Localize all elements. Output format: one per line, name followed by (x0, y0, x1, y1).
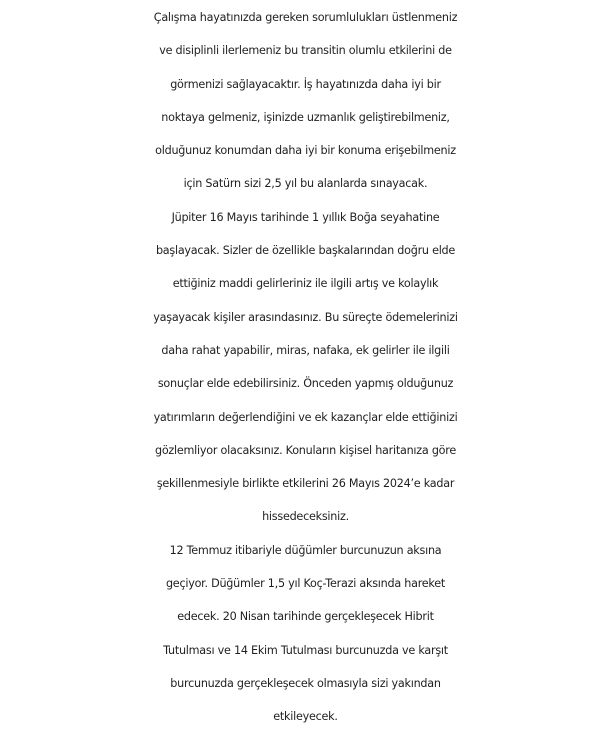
text-line: görmenizi sağlayacaktır. İş hayatınızda daha iyi bir (170, 77, 441, 91)
text-line: etkileyecek. (273, 710, 338, 724)
text-line: geçiyor. Düğümler 1,5 yıl Koç-Terazi aksında hareket (165, 577, 446, 591)
text-line: Çalışma hayatınızda gereken sorumlulukları üstlenmeniz (153, 11, 458, 24)
text-line: yatırımların değerlendiğini ve ek kazançlar elde ettiğinizi (153, 410, 458, 424)
text-line: noktaya gelmeniz, işinizde uzmanlık geliştirebilmeniz, (161, 110, 450, 124)
text-line: için Satürn sizi 2,5 yıl bu alanlarda sınayacak. (183, 177, 428, 191)
text-line: sonuçlar elde edebilirsiniz. Önceden yapmış olduğunuz (157, 377, 454, 391)
text-line: ve disiplinli ilerlemeniz bu transitin olumlu etkilerini de (159, 44, 452, 58)
text-line: Jüpiter 16 Mayıs tarihinde 1 yıllık Boğa seyahatine (171, 210, 440, 224)
text-line: hissedeceksiniz. (262, 510, 349, 524)
text-line: olduğunuz konumdan daha iyi bir konuma erişebilmeniz (155, 144, 456, 158)
text-line: 12 Temmuz itibariyle düğümler burcunuzun aksına (169, 543, 442, 557)
text-line: yaşayacak kişiler arasındasınız. Bu süreçte ödemelerinizi (153, 310, 458, 324)
text-line: burcunuzda gerçekleşecek olmasıyla sizi yakından (170, 676, 441, 690)
text-line: şekillenmesiyle birlikte etkilerini 26 Mayıs 2024’e kadar (156, 477, 455, 491)
text-line: daha rahat yapabilir, miras, nafaka, ek gelirler ile ilgili (161, 343, 450, 357)
text-line: edecek. 20 Nisan tarihinde gerçekleşecek Hibrit (177, 610, 434, 624)
text-line: başlayacak. Sizler de özellikle başkalarından doğru elde (155, 244, 456, 258)
text-line: gözlemliyor olacaksınız. Konuların kişisel haritanıza göre (154, 443, 457, 457)
text-line: ettiğiniz maddi gelirleriniz ile ilgili artış ve kolaylık (172, 277, 439, 291)
text-line: Tutulması ve 14 Ekim Tutulması burcunuzda ve karşıt (163, 643, 448, 657)
